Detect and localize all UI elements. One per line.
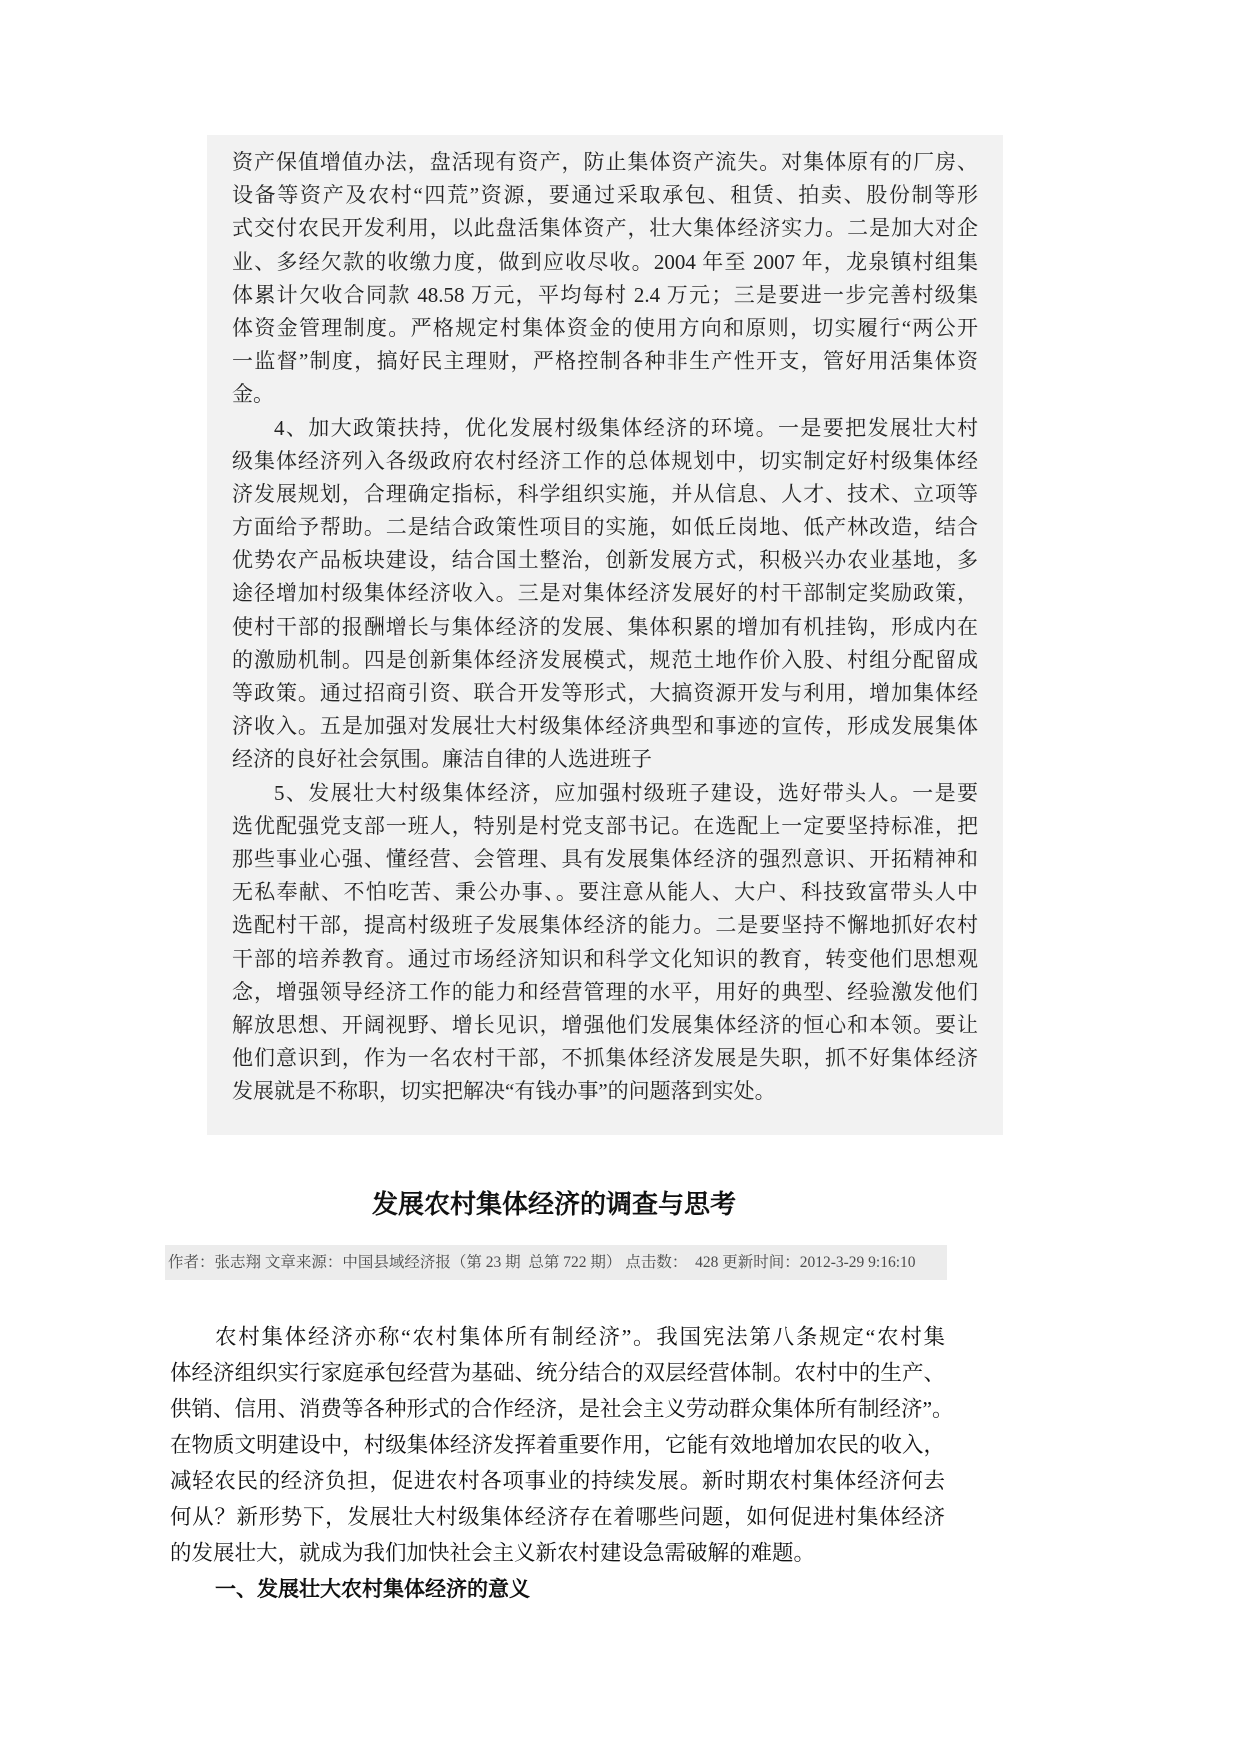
text-line: 设备等资产及农村“四荒”资源，要通过采取承包、租赁、拍卖、股份制等形 <box>232 183 978 208</box>
text-line: 等政策。通过招商引资、联合开发等形式，大搞资源开发与利用，增加集体经 <box>232 681 978 705</box>
text-line: 方面给予帮助。二是结合政策性项目的实施，如低丘岗地、低产林改造，结合 <box>232 515 978 540</box>
paragraph <box>170 1319 954 1571</box>
text-line: 使村干部的报酬增长与集体经济的发展、集体积累的增加有机挂钩，形成内在 <box>232 614 978 639</box>
text-line: 途径增加村级集体经济收入。三是对集体经济发展好的村干部制定奖励政策， <box>232 581 978 606</box>
paragraph <box>232 412 978 777</box>
text-line: 农村集体经济亦称“农村集体所有制经济”。我国宪法第八条规定“农村集 <box>215 1325 945 1349</box>
text-line: 经济的良好社会氛围。廉洁自律的人选进班子 <box>232 747 652 772</box>
text-line: 减轻农民的经济负担，促进农村各项事业的持续发展。新时期农村集体经济何去 <box>170 1469 945 1493</box>
text-line: 体累计欠收合同款 48.58 万元，平均每村 2.4 万元；三是要进一步完善村级集 <box>232 282 978 307</box>
updated-time: 2012-3-29 9:16:10 <box>799 1254 916 1271</box>
excerpt-text <box>232 146 978 1108</box>
section-heading: 一、发展壮大农村集体经济的意义 <box>215 1577 530 1601</box>
updated-label: 更新时间： <box>722 1254 800 1271</box>
text-line: 选优配强党支部一班人，特别是村党支部书记。在选配上一定要坚持标准，把 <box>232 813 978 838</box>
text-line: 式交付农民开发利用，以此盘活集体资产，壮大集体经济实力。二是加大对企 <box>232 216 978 241</box>
text-line: 4、加大政策扶持，优化发展村级集体经济的环境。一是要把发展壮大村 <box>274 415 978 440</box>
text-line: 资产保值增值办法，盘活现有资产，防止集体资产流失。对集体原有的厂房、 <box>232 150 978 174</box>
text-line: 的发展壮大，就成为我们加快社会主义新农村建设急需破解的难题。 <box>170 1541 816 1565</box>
source-label: 文章来源： <box>264 1254 343 1271</box>
text-line: 在物质文明建设中，村级集体经济发挥着重要作用，它能有效地增加农民的收入， <box>170 1433 945 1457</box>
text-line: 那些事业心强、懂经营、会管理、具有发展集体经济的强烈意识、开拓精神和 <box>232 846 978 871</box>
author-name: 张志翔 <box>214 1254 262 1271</box>
text-line: 济收入。五是加强对发展壮大村级集体经济典型和事迹的宣传，形成发展集体 <box>232 714 978 739</box>
text-line: 的激励机制。四是创新集体经济发展模式，规范土地作价入股、村组分配留成 <box>232 647 978 672</box>
text-line: 级集体经济列入各级政府农村经济工作的总体规划中，切实制定好村级集体经 <box>232 448 978 473</box>
text-line: 何从？新形势下，发展壮大村级集体经济存在着哪些问题，如何促进村集体经济 <box>170 1505 945 1529</box>
text-line: 解放思想、开阔视野、增长见识，增强他们发展集体经济的恒心和本领。要让 <box>232 1012 978 1037</box>
article-body <box>170 1319 954 1607</box>
text-line: 发展就是不称职，切实把解决“有钱办事”的问题落到实处。 <box>232 1079 776 1104</box>
text-line: 业、多经欠款的收缴力度，做到应收尽收。2004 年至 2007 年，龙泉镇村组集 <box>232 249 978 274</box>
hits-count: 428 <box>695 1254 719 1271</box>
text-line: 5、发展壮大村级集体经济，应加强村级班子建设，选好带头人。一是要 <box>274 780 978 805</box>
text-line: 他们意识到，作为一名农村干部，不抓集体经济发展是失职，抓不好集体经济 <box>232 1046 978 1071</box>
text-line: 无私奉献、不怕吃苦、秉公办事、。要注意从能人、大户、科技致富带头人中 <box>232 880 978 905</box>
paragraph <box>232 146 978 412</box>
text-line: 一监督”制度，搞好民主理财，严格控制各种非生产性开支，管好用活集体资 <box>232 349 978 374</box>
text-line: 供销、信用、消费等各种形式的合作经济，是社会主义劳动群众集体所有制经济”。 <box>170 1397 954 1421</box>
text-line: 选配村干部，提高村级班子发展集体经济的能力。二是要坚持不懈地抓好农村 <box>232 913 978 938</box>
text-line: 济发展规划，合理确定指标，科学组织实施，并从信息、人才、技术、立项等 <box>232 481 978 506</box>
article-paragraphs <box>170 1319 954 1571</box>
text-line: 优势农产品板块建设，结合国土整治，创新发展方式，积极兴办农业基地，多 <box>232 548 978 573</box>
text-line: 体经济组织实行家庭承包经营为基础、统分结合的双层经营体制。农村中的生产、 <box>170 1361 945 1385</box>
text-line: 念，增强领导经济工作的能力和经营管理的水平，用好的典型、经验激发他们 <box>232 979 978 1004</box>
text-line: 金。 <box>232 382 274 407</box>
hits-label: 点击数： <box>625 1254 688 1271</box>
text-line: 干部的培养教育。通过市场经济知识和科学文化知识的教育，转变他们思想观 <box>232 946 978 971</box>
article-title: 发展农村集体经济的调查与思考 <box>371 1190 736 1220</box>
source-name: 中国县域经济报（第 23 期 总第 722 期） <box>342 1254 622 1271</box>
article-meta-bar <box>165 1245 947 1280</box>
text-line: 体资金管理制度。严格规定村集体资金的使用方向和原则，切实履行“两公开 <box>232 315 978 340</box>
paragraph <box>232 777 978 1109</box>
author-label: 作者： <box>168 1254 215 1271</box>
